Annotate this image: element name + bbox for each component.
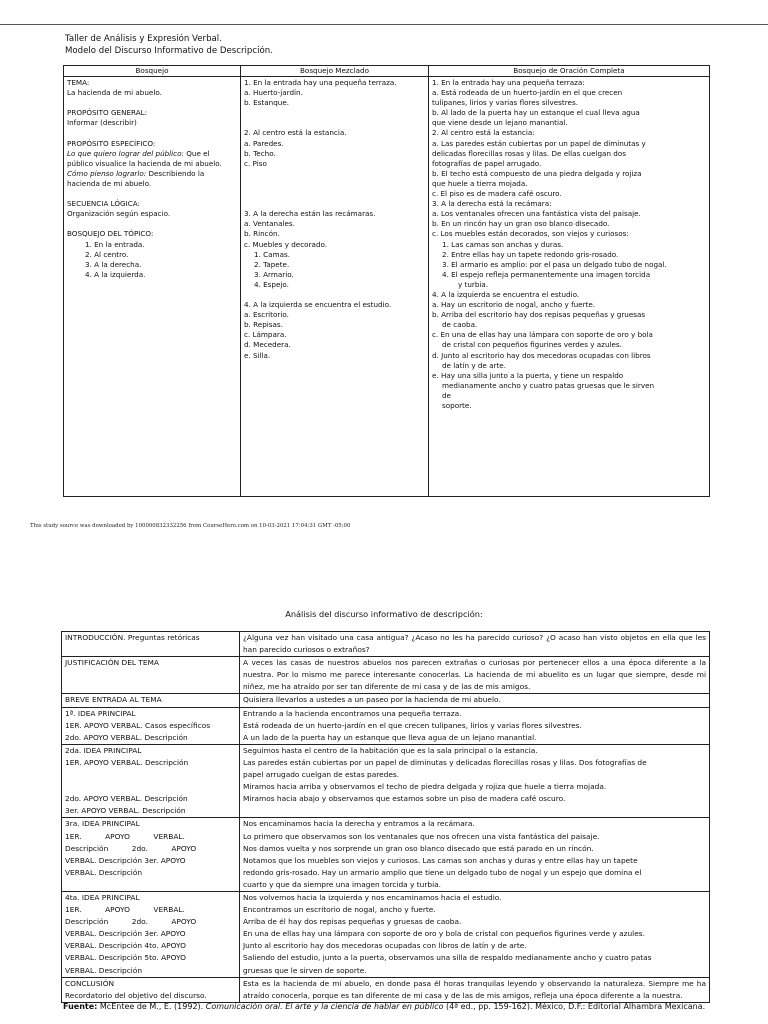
completa-line: que viene desde un lejano manantial. <box>432 118 568 128</box>
row-label: 1ª. IDEA PRINCIPAL 1ER. APOYO VERBAL. Casos específicos 2do. APOYO VERBAL. Descripción <box>62 707 240 744</box>
document-header <box>65 33 273 57</box>
row-content: Nos encaminamos hacia la derecha y entramos a la recámara. Lo primero que observamos son los ventanales que nos ofrecen una vista fantástica del paisaje. Nos damos vuelta y nos sorprende un gran oso blanco disecado que está parado en un rincón. Notamos que los muebles son viejos y curiosos. Las camas son anchas y duras y entre ellas hay un tapete redondo gris-rosado. Hay un armario amplio que tiene un delgado tubo de nogal y un espejo que domina el cuarto y que da siempre una imagen torcida y turbia. <box>240 818 710 892</box>
completa-line: 2. Entre ellas hay un tapete redondo gris-rosado. <box>442 249 619 259</box>
completa-line: 2. Al centro está la estancia: <box>432 128 535 138</box>
row-content: Esta es la hacienda de mi abuelo, en donde pasa él horas tranquilas leyendo y observando la naturaleza. Siempre me ha atraído conocerla, porque es tan diferente de mi casa y de las de mis amigos, refleja una época diferente a la nuestra. <box>240 977 710 1002</box>
mezclado-line: c. Lámpara. <box>244 330 287 340</box>
source-citation <box>63 1001 713 1014</box>
row-label: CONCLUSIÓN Recordatorio del objetivo del discurso. <box>62 977 240 1002</box>
row-content: A veces las casas de nuestros abuelos nos parecen extrañas o curiosas por pertenecer ellos a una época diferente a la nuestra. Por lo mismo me parece interesante conocerlas. La hacienda de mi abuelito es un lugar que siempre, desde mi niñez, me ha atraído por ser tan diferente de mi casa y de las de mis amigos. <box>240 657 710 694</box>
table-row <box>62 632 710 657</box>
mezclado-line: a. Escritorio. <box>244 310 289 320</box>
completa-line: d. Junto al escritorio hay dos mecedoras ocupadas con libros <box>432 350 651 360</box>
completa-line: e. Hay una silla junto a la puerta, y tiene un respaldo <box>432 370 624 380</box>
outline-table-body <box>64 77 710 497</box>
document-title: Modelo del Discurso Informativo de Descripción. <box>65 46 273 56</box>
completa-line: c. En una de ellas hay una lámpara con soporte de oro y bola <box>432 330 653 340</box>
row-label: 3ra. IDEA PRINCIPAL 1ER. APOYO VERBAL. Descripción 2do. APOYO VERBAL. Descripción 3er. APOYO VERBAL. Descripción <box>62 818 240 892</box>
study-source-note: This study source was downloaded by 100000832332256 from CourseHero.com on 10-03-2021 17:04:31 GMT -05:00 <box>30 523 351 529</box>
completa-line: delicadas florecillas rosas y lilas. De ellas cuelgan dos <box>432 148 626 158</box>
table-row <box>62 657 710 694</box>
analysis-title: Análisis del discurso informativo de descripción: <box>285 609 483 619</box>
outline-table-header <box>64 66 710 77</box>
source-publisher: (4ª ed., pp. 159-162). México, D.F.: Editorial Alhambra Mexicana. <box>443 1002 706 1011</box>
mezclado-line: b. Repisas. <box>244 320 283 330</box>
topico-label: BOSQUEJO DEL TÓPICO: <box>67 229 154 239</box>
mezclado-line: a. Ventanales. <box>244 219 295 229</box>
completa-line: a. Los ventanales ofrecen una fantástica vista del paisaje. <box>432 209 641 219</box>
completa-line: 1. Las camas son anchas y duras. <box>442 239 564 249</box>
mezclado-line: 2. Al centro está la estancia. <box>244 128 347 138</box>
secuencia-label: SECUENCIA LÓGICA: <box>67 199 140 209</box>
mezclado-line: c. Piso <box>244 158 267 168</box>
row-content: Quisiera llevarlos a ustedes a un paseo por la hacienda de mi abuelo. <box>240 694 710 707</box>
header-bosquejo-completo: Bosquejo de Oración Completa <box>429 66 710 77</box>
proposito-general-value: Informar (describir) <box>67 118 137 128</box>
completa-line: de caoba. <box>442 320 478 330</box>
completa-line: c. Los muebles están decorados, son viejos y curiosos: <box>432 229 629 239</box>
table-row <box>62 891 710 977</box>
completa-line: 3. El armario es amplio: por el pasa un delgado tubo de nogal. <box>442 259 667 269</box>
completa-line: a. Está rodeada de un huerto-jardín en el que crecen <box>432 88 623 98</box>
proposito-general-label: PROPÓSITO GENERAL: <box>67 108 148 118</box>
completa-line: a. Hay un escritorio de nogal, ancho y fuerte. <box>432 300 596 310</box>
mezclado-line: 4. A la izquierda se encuentra el estudio. <box>244 300 392 310</box>
tema-label: TEMA: <box>67 78 90 87</box>
completa-line: 3. A la derecha está la recámara: <box>432 199 552 209</box>
mezclado-line: 4. Espejo. <box>254 279 289 289</box>
table-row <box>62 707 710 744</box>
topico-item: 4. A la izquierda. <box>85 269 146 279</box>
mezclado-line: 1. Camas. <box>254 249 291 259</box>
mezclado-line: 2. Tapete. <box>254 259 290 269</box>
completa-line: 1. En la entrada hay una pequeña terraza: <box>432 78 585 87</box>
completa-line: medianamente ancho y cuatro patas gruesas que le sirven <box>442 380 655 390</box>
mezclado-line: c. Muebles y decorado. <box>244 239 328 249</box>
analysis-table <box>61 631 710 1003</box>
proposito-especifico-label: PROPÓSITO ESPECÍFICO: <box>67 138 156 148</box>
como-pienso-value: Cómo pienso lograrlo: Describiendo la hacienda de mi abuelo. <box>67 168 205 188</box>
mezclado-line: 3. Armario. <box>254 269 294 279</box>
source-authors: McEntee de M., E. (1992). <box>97 1002 206 1011</box>
completa-line: c. El piso es de madera café oscuro. <box>432 189 562 199</box>
mezclado-line: b. Techo. <box>244 148 276 158</box>
completa-line: 4. A la izquierda se encuentra el estudio. <box>432 289 580 299</box>
topico-item: 3. A la derecha. <box>85 259 142 269</box>
completa-line: y turbia. <box>458 279 489 289</box>
mezclado-line: e. Silla. <box>244 350 271 360</box>
row-label: 4ta. IDEA PRINCIPAL 1ER. APOYO VERBAL. Descripción 2do. APOYO VERBAL. Descripción 3er. APOYO VERBAL. Descripción 4to. APOYO VERBAL. Descripción 5to. APOYO VERBAL. Descripción <box>62 891 240 977</box>
completa-cell <box>429 77 710 497</box>
table-row <box>62 694 710 707</box>
row-label: 2da. IDEA PRINCIPAL 1ER. APOYO VERBAL. Descripción 2do. APOYO VERBAL. Descripción 3er. APOYO VERBAL. Descripción <box>62 744 240 818</box>
header-bosquejo-mezclado: Bosquejo Mezclado <box>241 66 429 77</box>
tema-value: La hacienda de mi abuelo. <box>67 88 162 98</box>
completa-line: b. El techo está compuesto de una piedra delgada y rojiza <box>432 168 642 178</box>
completa-line: 4. El espejo refleja permanentemente una imagen torcida <box>442 269 651 279</box>
secuencia-value: Organización según espacio. <box>67 209 171 219</box>
completa-line: que huele a tierra mojada. <box>432 178 528 188</box>
source-label: Fuente: <box>63 1002 98 1011</box>
row-content: Entrando a la hacienda encontramos una pequeña terraza. Está rodeada de un huerto-jardín en el que crecen tulipanes, lirios y varias flores silvestres. A un lado de la puerta hay un estanque que lleva agua de un lejano manantial. <box>240 707 710 744</box>
table-row <box>62 977 710 1002</box>
completa-line: de <box>442 390 451 400</box>
completa-line: b. En un rincón hay un gran oso blanco disecado. <box>432 219 610 229</box>
completa-line: a. Las paredes están cubiertas por un papel de diminutas y <box>432 138 646 148</box>
completa-line: tulipanes, lirios y varias flores silvestres. <box>432 98 578 108</box>
source-title: Comunicación oral. El arte y la ciencia de hablar en público <box>205 1002 444 1011</box>
row-content: Seguimos hasta el centro de la habitación que es la sala principal o la estancia. Las paredes están cubiertas por un papel de diminutas y delicadas florecillas rosas y lilas. Dos fotografías de papel arrugado cuelgan de estas paredes. Miramos hacia arriba y observamos el techo de piedra delgada y rojiza que huele a tierra mojada. Miramos hacia abajo y observamos que estamos sobre un piso de madera café oscuro. <box>240 744 710 818</box>
mezclado-line: 3. A la derecha están las recámaras. <box>244 209 376 219</box>
bosquejo-cell <box>64 77 241 497</box>
row-content: Nos volvemos hacia la izquierda y nos encaminamos hacia el estudio. Encontramos un escritorio de nogal, ancho y fuerte. Arriba de él hay dos repisas pequeñas y gruesas de caoba. En una de ellas hay una lámpara con soporte de oro y bola de cristal con pequeños figurines verde y azules. Junto al escritorio hay dos mecedoras ocupadas con libros de latín y de arte. Saliendo del estudio, junto a la puerta, observamos una silla de respaldo medianamente ancho y cuatro patas gruesas que le sirven de soporte. <box>240 891 710 977</box>
mezclado-line: d. Mecedera. <box>244 340 291 350</box>
topico-item: 2. Al centro. <box>85 249 129 259</box>
completa-line: b. Arriba del escritorio hay dos repisas pequeñas y gruesas <box>432 310 646 320</box>
topico-item: 1. En la entrada. <box>85 239 145 249</box>
proposito-especifico-value: Lo que quiero lograr del público: Que el público visualice la hacienda de mi abuelo. <box>67 148 222 168</box>
completa-line: soporte. <box>442 401 472 410</box>
row-label: INTRODUCCIÓN. Preguntas retóricas <box>62 632 240 657</box>
row-label: BREVE ENTRADA AL TEMA <box>62 694 240 707</box>
completa-line: b. Al lado de la puerta hay un estanque el cual lleva agua <box>432 108 640 118</box>
mezclado-line: b. Estanque. <box>244 98 290 108</box>
mezclado-line: a. Paredes. <box>244 138 284 148</box>
mezclado-line: 1. En la entrada hay una pequeña terraza. <box>244 78 397 87</box>
mezclado-line: a. Huerto-jardín. <box>244 88 303 98</box>
completa-line: de cristal con pequeños figurines verdes y azules. <box>442 340 622 350</box>
row-label: JUSTIFICACIÓN DEL TEMA <box>62 657 240 694</box>
table-row <box>62 818 710 892</box>
header-bosquejo: Bosquejo <box>64 66 241 77</box>
course-title: Taller de Análisis y Expresión Verbal. <box>65 34 222 44</box>
top-rule <box>0 24 768 25</box>
row-content: ¿Alguna vez han visitado una casa antigua? ¿Acaso no les ha parecido curioso? ¿O acaso han visto objetos en ella que les han parecido curiosos o extraños? <box>240 632 710 657</box>
mezclado-line: b. Rincón. <box>244 229 280 239</box>
completa-line: fotografías de papel arrugado. <box>432 158 542 168</box>
table-row <box>62 744 710 818</box>
outline-table <box>63 65 710 497</box>
completa-line: de latín y de arte. <box>442 360 507 370</box>
mezclado-cell <box>241 77 429 497</box>
